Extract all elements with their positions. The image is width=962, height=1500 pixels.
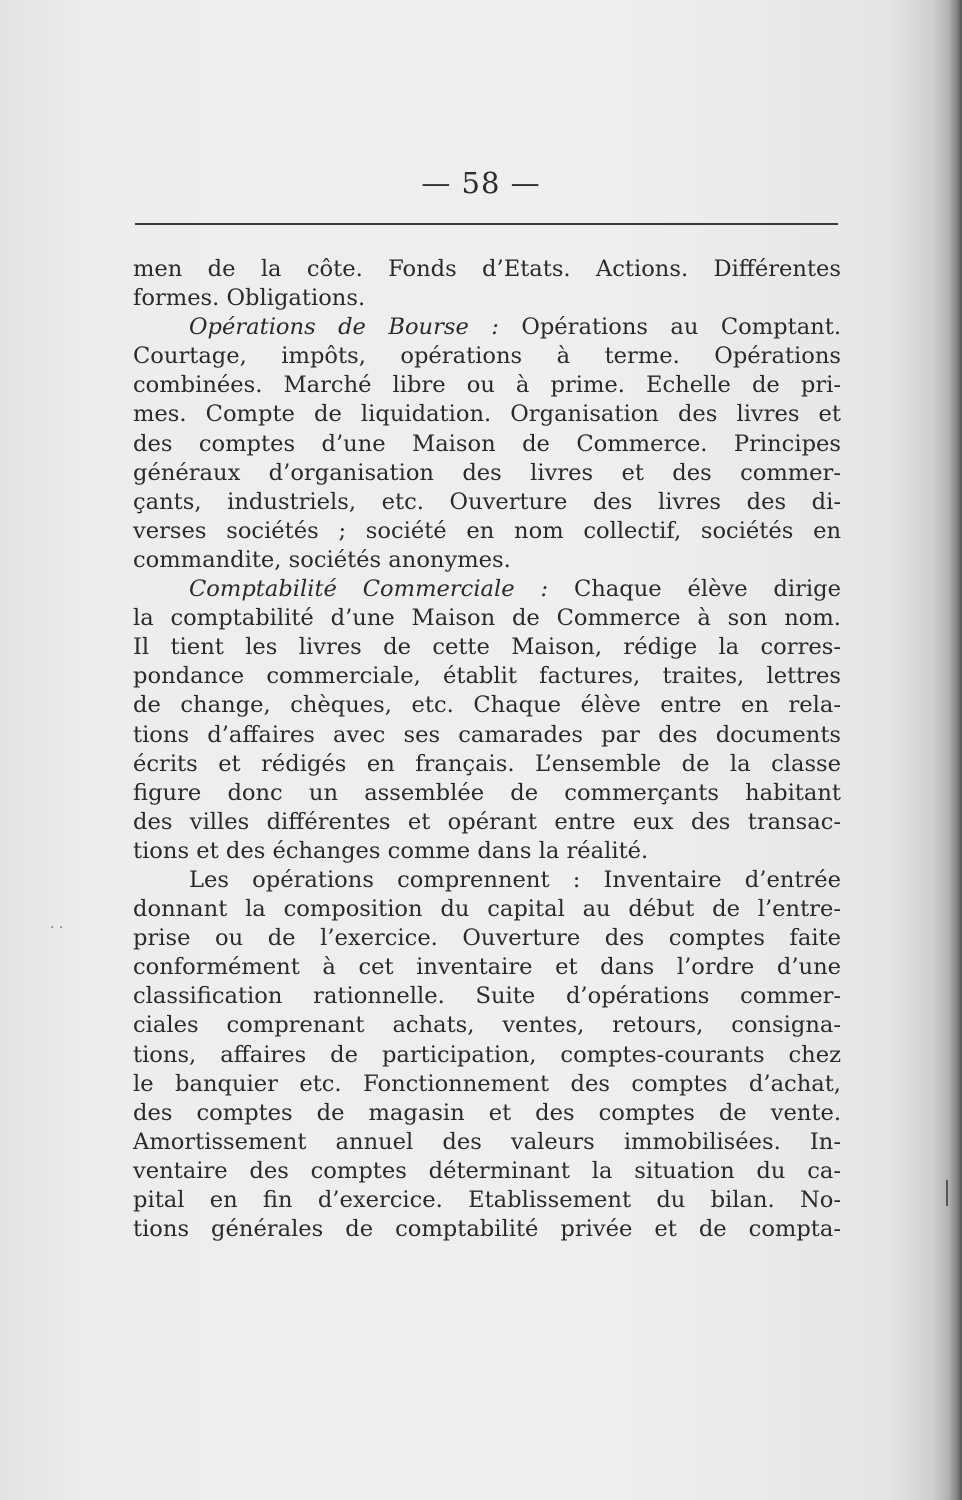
text-line: combinées. Marché libre ou à prime. Echelle de pri-: [133, 372, 841, 399]
page-number: — 58 —: [421, 166, 541, 200]
text-line: mes. Compte de liquidation. Organisation des livres et: [133, 401, 841, 428]
text-line: çants, industriels, etc. Ouverture des livres des di-: [133, 488, 841, 515]
text-line: tions et des échanges comme dans la réalité.: [133, 837, 649, 864]
paragraph-2: [133, 313, 841, 575]
text-line: des comptes d’une Maison de Commerce. Principes: [133, 430, 841, 457]
text-line: Les opérations comprennent : Inventaire d’entrée: [189, 866, 841, 893]
text-fragment: Chaque élève dirige: [548, 576, 841, 603]
section-heading: Opérations de Bourse :: [189, 314, 499, 341]
text-line: pondance commerciale, établit factures, traites, lettres: [133, 663, 841, 690]
text-line: Il tient les livres de cette Maison, rédige la corres-: [133, 634, 841, 661]
text-line: tions générales de comptabilité privée et de compta-: [133, 1216, 841, 1243]
text-line: [133, 313, 841, 342]
text-line: Amortissement annuel des valeurs immobilisées. In-: [133, 1128, 841, 1155]
text-line: figure donc un assemblée de commerçants habitant: [133, 779, 841, 806]
text-line: [133, 575, 841, 604]
text-line: Courtage, impôts, opérations à terme. Opérations: [133, 343, 841, 370]
text-line: prise ou de l’exercice. Ouverture des comptes faite: [133, 925, 841, 952]
text-line: ventaire des comptes déterminant la situation du ca-: [133, 1157, 841, 1184]
text-line: classification rationnelle. Suite d’opérations commer-: [133, 983, 841, 1010]
text-line: des villes différentes et opérant entre eux des transac-: [133, 808, 841, 835]
text-line: des comptes de magasin et des comptes de vente.: [133, 1099, 841, 1126]
text-fragment: Opérations au Comptant.: [498, 314, 841, 341]
text-line: tions d’affaires avec ses camarades par des documents: [133, 721, 841, 748]
text-line: men de la côte. Fonds d’Etats. Actions. Différentes: [133, 256, 841, 282]
text-line: pital en fin d’exercice. Etablissement du bilan. No-: [133, 1187, 841, 1213]
text-line: la comptabilité d’une Maison de Commerce à son nom.: [133, 605, 841, 632]
header-rule: [135, 223, 838, 225]
text-line: tions, affaires de participation, comptes-courants chez: [133, 1041, 841, 1068]
text-line: formes. Obligations.: [133, 285, 366, 312]
text-line: verses sociétés ; société en nom collectif, sociétés en: [133, 517, 841, 544]
paragraph-3: [133, 575, 841, 866]
page-edge-shadow: [948, 0, 962, 1500]
body-text: [133, 255, 841, 1244]
paragraph-4: [133, 866, 841, 1244]
text-line: de change, chèques, etc. Chaque élève entre en rela-: [133, 692, 841, 719]
text-line: ciales comprenant achats, ventes, retours, consigna-: [133, 1012, 841, 1039]
text-line: conformément à cet inventaire et dans l’ordre d’une: [133, 954, 841, 981]
margin-mark: · ·: [50, 920, 64, 936]
text-line: généraux d’organisation des livres et des commer-: [133, 459, 841, 486]
paragraph-1: [133, 255, 841, 313]
text-line: donnant la composition du capital au début de l’entre-: [133, 896, 841, 923]
margin-tick: [946, 1180, 948, 1206]
text-line: le banquier etc. Fonctionnement des comptes d’achat,: [133, 1070, 841, 1097]
section-heading: Comptabilité Commerciale :: [189, 576, 549, 603]
text-line: écrits et rédigés en français. L’ensemble de la classe: [133, 750, 841, 777]
text-line: commandite, sociétés anonymes.: [133, 546, 511, 573]
